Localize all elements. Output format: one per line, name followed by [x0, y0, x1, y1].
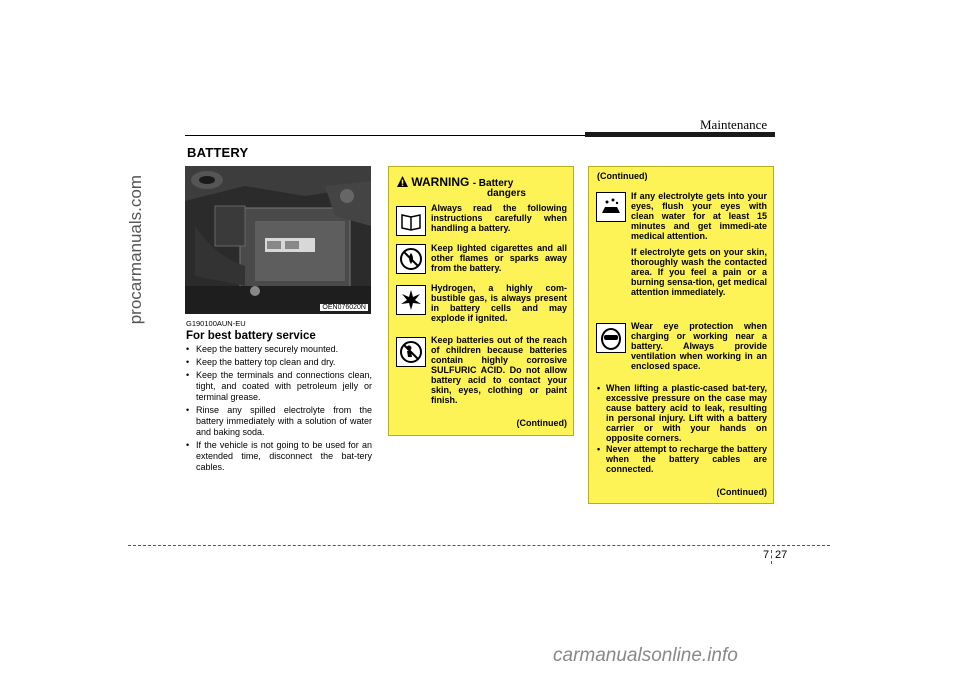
acid-splash-icon [596, 192, 626, 222]
read-manual-icon [396, 206, 426, 236]
list-item: • Keep the battery securely mounted. [186, 344, 372, 355]
section-title: BATTERY [187, 145, 249, 160]
explosion-icon [396, 285, 426, 315]
header-title: Maintenance [700, 117, 768, 132]
no-flame-icon [396, 244, 426, 274]
best-service-list [186, 344, 372, 473]
warning-text: Hydrogen, a highly com-bustible gas, is always present in battery cells and may explode if ignited. [431, 283, 567, 323]
header-bar [585, 132, 775, 137]
warning-box [388, 166, 574, 436]
warning-triangle-icon [397, 176, 408, 187]
warning-text: Always read the following instructions carefully when handling a battery. [431, 203, 567, 233]
best-service-heading: For best battery service [186, 330, 316, 342]
list-item: • Keep the terminals and connections clean, tight, and coated with petroleum jelly or terminal grease. [186, 370, 372, 403]
warning-text: Keep batteries out of the reach of children because batteries contain highly corrosive SULFURIC ACID. Do not allow battery acid to contact your skin, eyes, clothing or paint finish. [431, 335, 567, 405]
page-number: 27 [775, 549, 788, 561]
section-code: G190100AUN-EU [186, 319, 246, 328]
footer-rule [128, 545, 830, 546]
list-item: • When lifting a plastic-cased bat-tery, excessive pressure on the case may cause battery acid to leak, resulting in personal injury. Lift with a battery carrier or with your hands on opposite corners. [597, 383, 767, 443]
list-item: • Never attempt to recharge the battery when the battery cables are connected. [597, 444, 767, 474]
chapter-number: 7 [763, 549, 770, 561]
protection-paragraph: Wear eye protection when charging or working near a battery. Always provide ventilation when working in an enclosed space. [631, 321, 767, 371]
engine-bay-battery-photo [185, 166, 371, 314]
list-item: • Rinse any spilled electrolyte from the battery immediately with a solution of water and baking soda. [186, 405, 372, 438]
warning-subtitle: - Battery [472, 178, 514, 189]
battery-photo [185, 166, 371, 314]
continued-label: (Continued) [516, 418, 567, 428]
keep-away-children-icon [396, 337, 426, 367]
page-separator [771, 550, 772, 564]
skin-paragraph: If electrolyte gets on your skin, thoroughly wash the contacted area. If you feel a pain or a burning sensa-tion, get medical attention immediately. [631, 247, 767, 297]
warning-label: WARNING [411, 175, 470, 189]
photo-caption: OEN076020N [322, 304, 366, 311]
continued-label: (Continued) [716, 487, 767, 497]
warning-subtitle-2: dangers [487, 188, 526, 199]
eye-protection-icon [596, 323, 626, 353]
continued-top-label: (Continued) [597, 171, 648, 181]
best-service-column [186, 318, 372, 475]
list-item: • If the vehicle is not going to be used for an extended time, disconnect the bat-tery cables. [186, 440, 372, 473]
warning-text: Keep lighted cigarettes and all other flames or sparks away from the battery. [431, 243, 567, 273]
bottom-watermark[interactable]: carmanualsonline.info [553, 645, 738, 666]
eyes-paragraph: If any electrolyte gets into your eyes, flush your eyes with clean water for at least 15 minutes and get immedi-ate medical attention. [631, 191, 767, 241]
continued-box [588, 166, 774, 504]
side-watermark[interactable]: procarmanuals.com [126, 175, 145, 325]
continued-bullets [597, 383, 767, 475]
list-item: • Keep the battery top clean and dry. [186, 357, 372, 368]
